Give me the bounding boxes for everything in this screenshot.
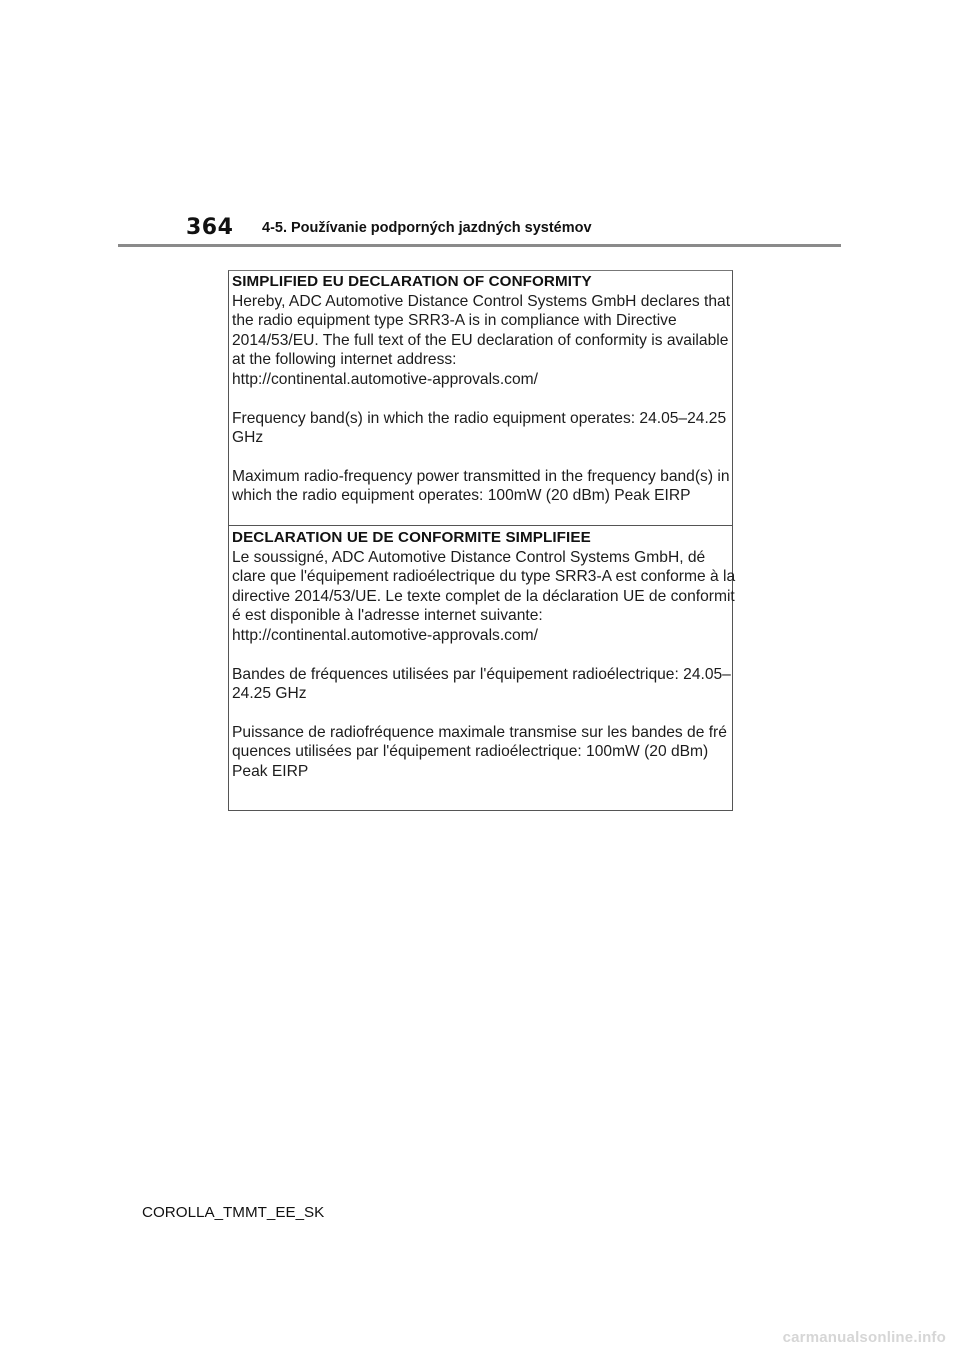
declaration-en-body-line: Hereby, ADC Automotive Distance Control Systems GmbH declares that bbox=[232, 292, 731, 310]
declaration-fr-body-line: é est disponible à l'adresse internet suivante: bbox=[232, 607, 543, 625]
declaration-fr-power-line: Puissance de radiofréquence maximale transmise sur les bandes de fré bbox=[232, 723, 727, 741]
declaration-en bbox=[232, 272, 731, 525]
declaration-en-frequency-line: GHz bbox=[232, 429, 264, 447]
page-number: 364 bbox=[186, 215, 234, 240]
footer-document-code: COROLLA_TMMT_EE_SK bbox=[142, 1204, 325, 1221]
declaration-en-frequency-line: Frequency band(s) in which the radio equipment operates: 24.05–24.25 bbox=[232, 409, 727, 427]
declaration-en-body-line: 2014/53/EU. The full text of the EU declaration of conformity is available bbox=[232, 331, 729, 349]
header-rule bbox=[118, 244, 841, 247]
declaration-fr-body bbox=[232, 548, 736, 646]
declaration-en-frequency bbox=[232, 409, 728, 448]
section-divider bbox=[229, 525, 732, 526]
declaration-fr-frequency-line: Bandes de fréquences utilisées par l'équipement radioélectrique: 24.05– bbox=[232, 665, 731, 683]
declaration-fr-power-line: Peak EIRP bbox=[232, 762, 309, 780]
declaration-en-power-line: Maximum radio-frequency power transmitted in the frequency band(s) in bbox=[232, 467, 730, 485]
declaration-en-power bbox=[232, 467, 728, 506]
declaration-en-body-line: the radio equipment type SRR3-A is in compliance with Directive bbox=[232, 312, 677, 330]
declaration-fr-body-line: Le soussigné, ADC Automotive Distance Control Systems GmbH, dé bbox=[232, 548, 706, 566]
declaration-box bbox=[228, 270, 736, 811]
declaration-en-body bbox=[232, 292, 731, 390]
declaration-fr bbox=[232, 528, 736, 801]
declaration-en-url: http://continental.automotive-approvals.com/ bbox=[232, 370, 538, 388]
declaration-en-heading: SIMPLIFIED EU DECLARATION OF CONFORMITY bbox=[232, 273, 592, 290]
declaration-fr-frequency bbox=[232, 665, 731, 704]
declaration-fr-frequency-line: 24.25 GHz bbox=[232, 685, 307, 703]
declaration-en-power-line: which the radio equipment operates: 100mW (20 dBm) Peak EIRP bbox=[232, 487, 691, 505]
declaration-fr-url: http://continental.automotive-approvals.com/ bbox=[232, 626, 538, 644]
declaration-fr-body-line: directive 2014/53/UE. Le texte complet de la déclaration UE de conformit bbox=[232, 587, 735, 605]
declaration-fr-power-line: quences utilisées par l'équipement radioélectrique: 100mW (20 dBm) bbox=[232, 743, 709, 761]
declaration-fr-body-line: clare que l'équipement radioélectrique du type SRR3-A est conforme à la bbox=[232, 568, 736, 586]
section-title: 4-5. Používanie podporných jazdných systémov bbox=[262, 220, 592, 236]
declaration-en-body-line: at the following internet address: bbox=[232, 351, 457, 369]
watermark: carmanualsonline.info bbox=[782, 1329, 946, 1346]
declaration-fr-heading: DECLARATION UE DE CONFORMITE SIMPLIFIEE bbox=[232, 529, 591, 546]
declaration-fr-power bbox=[232, 723, 728, 782]
